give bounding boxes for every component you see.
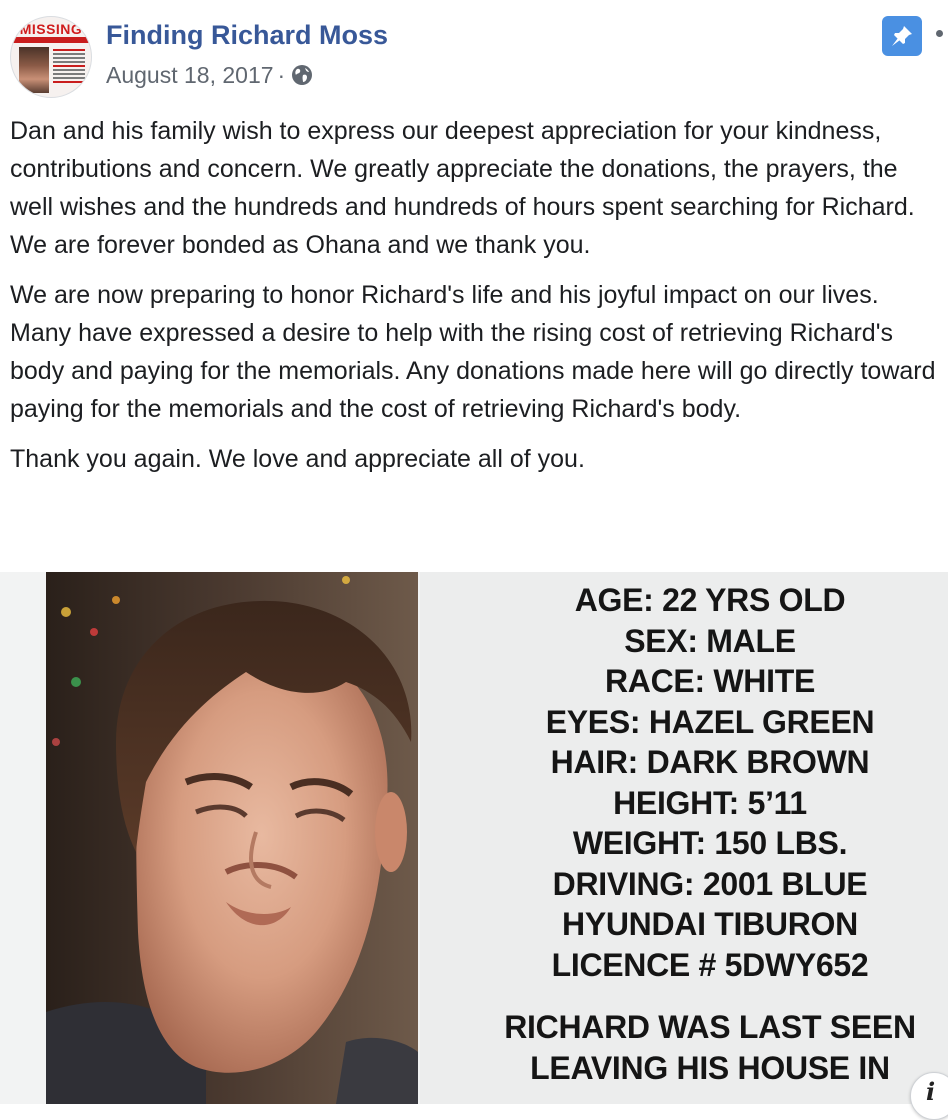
post-date[interactable]: August 18, 2017 [106,61,274,88]
flyer-line-sex: SEX: MALE [624,622,796,659]
post-header [0,0,948,110]
flyer-line-licence: LICENCE # 5DWY652 [551,946,869,983]
avatar-band [11,37,91,43]
post-image[interactable] [0,572,948,1104]
missing-flyer [420,572,948,1104]
meta-separator: · [277,61,286,88]
flyer-line-weight: WEIGHT: 150 LBS. [572,825,848,861]
flyer-line-hair: HAIR: DARK BROWN [550,744,870,780]
avatar-text-lines [53,49,85,85]
flyer-line-vehicle: HYUNDAI TIBURON [562,906,858,942]
post-meta [106,60,314,90]
globe-icon[interactable] [290,63,314,87]
pushpin-icon[interactable] [882,16,922,56]
post-paragraph-3: Thank you again. We love and appreciate all of you. [10,445,585,473]
flyer-line-driving: DRIVING: 2001 BLUE [552,865,868,902]
info-glyph: i [926,1077,936,1106]
flyer-line-eyes: EYES: HAZEL GREEN [545,703,875,740]
avatar-photo [19,47,49,93]
flyer-footer-line-1: RICHARD WAS LAST SEEN [504,1009,916,1045]
page-avatar[interactable] [10,16,92,98]
avatar-headline: MISSING [19,21,83,37]
flyer-details [420,580,948,1088]
person-photo [46,572,418,1104]
post-paragraph-2: We are now preparing to honor Richard's life and his joyful impact on our lives. Many have expressed a desire to help with the rising cost of retrieving Richard's body and paying for the memorials. Any donations made here will go directly toward paying for the memorials and the cost of retrieving Richard's body. [10,281,936,423]
page-name-link[interactable]: Finding Richard Moss [106,20,389,50]
post-body [10,112,944,490]
post-paragraph-1: Dan and his family wish to express our deepest appreciation for your kindness, contributions and concern. We greatly appreciate the donations, the prayers, the well wishes and the hundreds and hundreds of hours spent searching for Richard. We are forever bonded as Ohana and we thank you. [10,117,915,259]
flyer-line-race: RACE: WHITE [604,663,815,699]
more-dot-icon[interactable] [936,30,943,37]
info-icon[interactable] [910,1072,948,1120]
flyer-line-height: HEIGHT: 5’11 [613,784,807,821]
flyer-line-age: AGE: 22 YRS OLD [574,582,846,618]
flyer-footer-line-2: LEAVING HIS HOUSE IN [530,1049,890,1086]
